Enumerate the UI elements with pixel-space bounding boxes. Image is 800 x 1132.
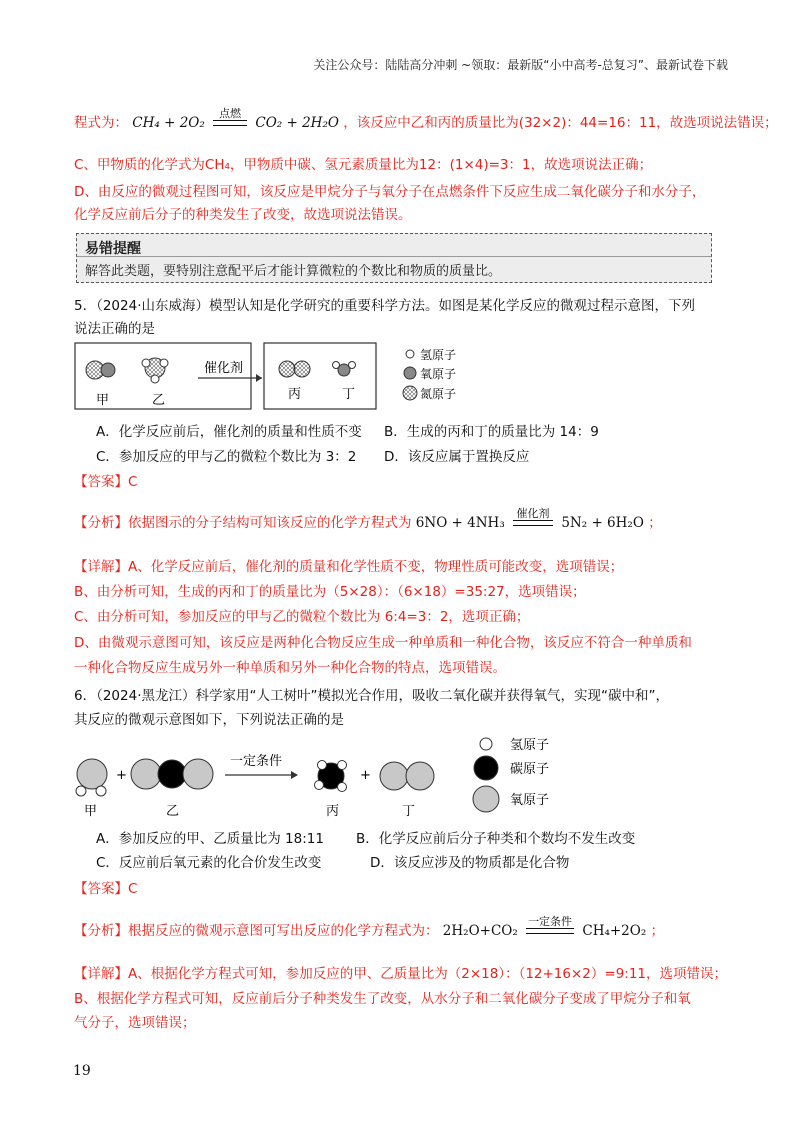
q5-answer: 【答案】C: [74, 474, 138, 490]
hydrogen-atom: [338, 761, 347, 770]
q6-stem-1: 6．（2024·黑龙江）科学家用“人工树叶”模拟光合作用，吸收二氧化碳并获得氧气，实现“碳中和”，: [74, 688, 669, 704]
hydrogen-atom: [76, 786, 86, 796]
hydrogen-atom: [142, 359, 150, 367]
hydrogen-atom: [349, 362, 356, 369]
tip-text: 解答此类题，要特别注意配平后才能计算微粒的个数比和物质的质量比。: [85, 264, 502, 279]
q5-detail-b: B、由分析可知，生成的丙和丁的质量比为（5×28）：（6×18）=35:27，选项错误；: [74, 584, 586, 600]
oxygen-atom: [406, 762, 434, 790]
q5-diagram: [74, 342, 494, 412]
top-equation-line: [74, 108, 778, 138]
top-eq-cond-label: 点燃: [219, 107, 242, 120]
q6-label-yi: 乙: [166, 804, 180, 819]
q6-label-bing: 丙: [326, 804, 340, 819]
q6-legend-carbon: 碳原子: [510, 762, 550, 777]
q6-analysis-lhs: 2H₂O+CO₂: [442, 923, 518, 939]
q6-condition-label: 一定条件: [230, 754, 283, 769]
page-number: 19: [73, 1063, 91, 1079]
nitrogen-atom: [279, 361, 295, 377]
hydrogen-atom: [333, 362, 340, 369]
legend-carbon-icon: [474, 756, 498, 780]
oxygen-atom: [101, 363, 115, 377]
top-line-c: C、甲物质的化学式为CH₄，甲物质中碳、氢元素质量比为12：(1×4)=3：1，故选项说法正确；: [74, 157, 653, 173]
oxygen-atom: [131, 759, 161, 789]
q6-analysis-suffix: ；: [650, 923, 665, 939]
q6-detail-b1: B、根据化学方程式可知，反应前后分子种类发生了改变，从水分子和二氧化碳分子变成了甲烷分子和氧: [74, 991, 691, 1007]
q6-detail-b2: 气分子，选项错误；: [74, 1015, 196, 1031]
top-eq-condition: [211, 108, 249, 138]
q5-legend-nitrogen: 氮原子: [420, 387, 457, 401]
q6-option-b: B．化学反应前后分子种类和个数均不发生改变: [356, 831, 636, 847]
hydrogen-atom: [160, 359, 168, 367]
q5-analysis-cond-label: 催化剂: [516, 507, 550, 520]
q6-detail-a: 【详解】A、根据化学方程式可知，参加反应的甲、乙质量比为（2×18）：（12+16×2）=9:11，选项错误；: [74, 966, 728, 982]
top-eq-prefix: 程式为：: [74, 115, 128, 131]
q5-detail-d2: 一种化合物反应生成另外一种单质和另外一种化合物的特点，选项错误。: [74, 660, 506, 676]
q6-label-ding: 丁: [402, 804, 416, 819]
q5-analysis-lhs: 6NO + 4NH₃: [415, 515, 505, 531]
hydrogen-atom: [151, 375, 159, 383]
q6-analysis-rhs: CH₄+2O₂: [582, 923, 647, 939]
q6-legend-hydrogen: 氢原子: [510, 738, 550, 753]
hydrogen-atom: [318, 761, 327, 770]
tip-box: [76, 233, 712, 283]
q5-stem-1: 5．（2024·山东威海）模型认知是化学研究的重要科学方法。如图是某化学反应的微观过程示意图，下列: [74, 298, 695, 314]
top-line-d2: 化学反应前后分子的种类发生了改变，故选项说法错误。: [74, 207, 412, 223]
q6-diagram: [70, 735, 610, 825]
oxygen-atom: [77, 759, 107, 789]
q6-analysis-condition: [524, 916, 576, 946]
q5-option-c: C．参加反应的甲与乙的微粒个数比为 3：2: [96, 449, 357, 465]
legend-oxygen-icon: [473, 786, 499, 812]
q5-option-a: A．化学反应前后，催化剂的质量和性质不变: [96, 424, 362, 440]
q6-option-d: D．该反应涉及的物质都是化合物: [370, 855, 570, 871]
q6-plus-2: +: [360, 768, 371, 783]
legend-nitrogen-icon: [403, 386, 417, 400]
q5-analysis-condition: [511, 508, 555, 538]
q6-analysis: [74, 916, 664, 946]
q5-catalyst-label: 催化剂: [204, 361, 244, 376]
hydrogen-atom: [338, 783, 347, 792]
page-header: 关注公众号：陆陆高分冲刺 ~领取：最新版“小中高考-总复习”、最新试卷下载: [313, 58, 728, 72]
q5-label-ding: 丁: [342, 387, 356, 402]
legend-hydrogen-icon: [480, 738, 492, 750]
q5-option-b: B．生成的丙和丁的质量比为 14：9: [384, 424, 599, 440]
hydrogen-atom: [96, 786, 106, 796]
q5-label-yi: 乙: [152, 393, 166, 408]
hydrogen-atom: [315, 781, 324, 790]
q5-legend-oxygen: 氧原子: [420, 367, 457, 381]
top-eq-rhs: CO₂ + 2H₂O: [255, 115, 339, 131]
tip-title: 易错提醒: [85, 241, 141, 257]
q6-analysis-cond-label: 一定条件: [528, 915, 573, 928]
legend-hydrogen-icon: [406, 350, 414, 358]
q6-stem-2: 其反应的微观示意图如下，下列说法正确的是: [74, 712, 344, 728]
oxygen-atom: [380, 762, 408, 790]
nitrogen-atom: [294, 361, 310, 377]
q6-legend-oxygen: 氧原子: [510, 793, 550, 808]
q6-plus-1: +: [116, 768, 127, 783]
oxygen-atom: [183, 759, 213, 789]
q5-label-bing: 丙: [288, 387, 302, 402]
q5-analysis-rhs: 5N₂ + 6H₂O: [561, 515, 644, 531]
q6-option-c: C．反应前后氧元素的化合价发生改变: [96, 855, 322, 871]
q6-answer: 【答案】C: [74, 881, 138, 897]
carbon-atom: [158, 760, 186, 788]
q6-option-a: A．参加反应的甲、乙质量比为 18:11: [96, 831, 324, 847]
q5-detail-c: C、由分析可知，参加反应的甲与乙的微粒个数比为 6:4=3：2，选项正确；: [74, 609, 530, 625]
q5-analysis: [74, 508, 662, 538]
q5-analysis-suffix: ；: [648, 515, 662, 531]
q5-analysis-prefix: 【分析】依据图示的分子结构可知该反应的化学方程式为: [74, 515, 412, 531]
top-eq-suffix: ，该反应中乙和丙的质量比为(32×2)：44=16：11，故选项说法错误；: [343, 115, 778, 131]
top-line-d1: D、由反应的微观过程图可知，该反应是甲烷分子与氧分子在点燃条件下反应生成二氧化碳分子和水分子，: [74, 184, 706, 200]
q5-detail-a: 【详解】A、化学反应前后，催化剂的质量和化学性质不变，物理性质可能改变，选项错误；: [74, 559, 624, 575]
q6-label-jia: 甲: [84, 804, 98, 819]
legend-oxygen-icon: [404, 367, 416, 379]
q5-label-jia: 甲: [96, 393, 110, 408]
q5-detail-d1: D、由微观示意图可知，该反应是两种化合物反应生成一种单质和一种化合物，该反应不符合一种单质和: [74, 635, 692, 651]
top-eq-lhs: CH₄ + 2O₂: [132, 115, 205, 131]
q5-stem-2: 说法正确的是: [74, 321, 155, 337]
q5-legend-hydrogen: 氢原子: [420, 348, 457, 362]
q6-analysis-prefix: 【分析】根据反应的微观示意图可写出反应的化学方程式为：: [74, 923, 439, 939]
q5-option-d: D．该反应属于置换反应: [384, 449, 530, 465]
